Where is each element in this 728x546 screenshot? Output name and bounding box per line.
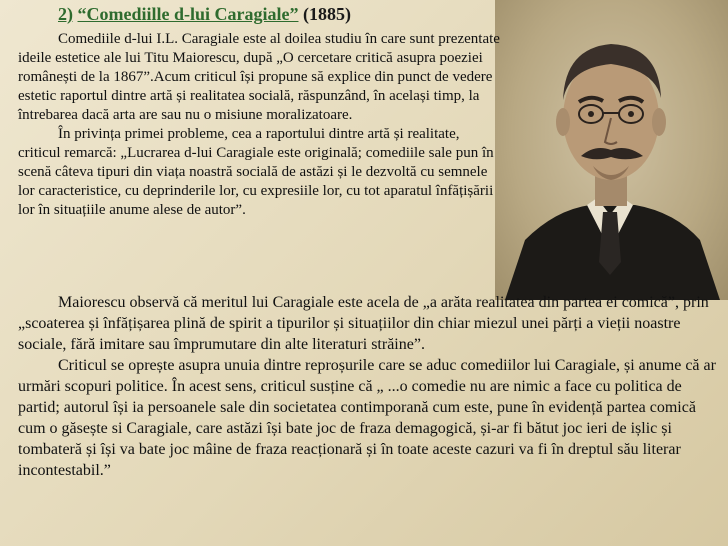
paragraph-art-reality: În privința primei probleme, cea a raportului dintre artă și realitate, criticul remarcă: „Lucrarea d-lui Caragiale este originală; comediile sale pun în scenă câteva tipuri din viața noastră socială de astăzi și le dezvoltă cu semnele lor caracteristice, cu deprinderile lor, cu expresiile lor, cu tot aparatul înfățișării lor în situațiile anume alese de autor”. xyxy=(18,126,494,218)
paragraph-political-critique: Criticul se oprește asupra unuia dintre reproșurile care se aduc comediilor lui Caragiale, și anume că ar urmări scopuri politice. În acest sens, criticul susține că „ ...o comedie nu are nimic a face cu politica de partid; autorul își ia persoanele sale din societatea contimporană cum este, pune în evidență partea comică cum o găsește si Caragiale, care astăzi își bate joc de fraza demagogică, și-ar fi bătut joc ieri de ișlic și tombateră și își va bate joc mâine de fraza reacționară și în toate aceste cazuri va fi în dreptul său literar incontestabil.” xyxy=(18,357,716,479)
slide-title xyxy=(58,4,351,25)
title-number: 2) xyxy=(58,4,73,24)
title-link[interactable]: “Comediille d-lui Caragiale” xyxy=(77,4,299,24)
portrait-illustration xyxy=(495,0,728,300)
caragiale-portrait xyxy=(495,0,728,300)
lower-text-block xyxy=(18,292,718,481)
upper-text-block xyxy=(18,30,500,220)
paragraph-comic-merit: Maiorescu observă că meritul lui Caragiale este acela de „a arăta realitatea din partea ei comică”, prin „scoaterea și înfățișarea plină de spirit a tipurilor și situațiilor din chiar miezul unei părți a vieții noastre sociale, fără imitare sau împrumutare din alte literaturi străine”. xyxy=(18,294,709,353)
paragraph-intro: Comediile d-lui I.L. Caragiale este al doilea studiu în care sunt prezentate ideile estetice ale lui Titu Maiorescu, după „O cercetare critică asupra poeziei românești de la 1867”.Acum criticul își propune să explice din punct de vedere estetic raportul dintre artă și realitatea socială, răspunzând, în același timp, la întrebarea dacă arta are sau nu o misiune moralizatoare. xyxy=(18,31,500,123)
title-year: (1885) xyxy=(302,4,351,24)
